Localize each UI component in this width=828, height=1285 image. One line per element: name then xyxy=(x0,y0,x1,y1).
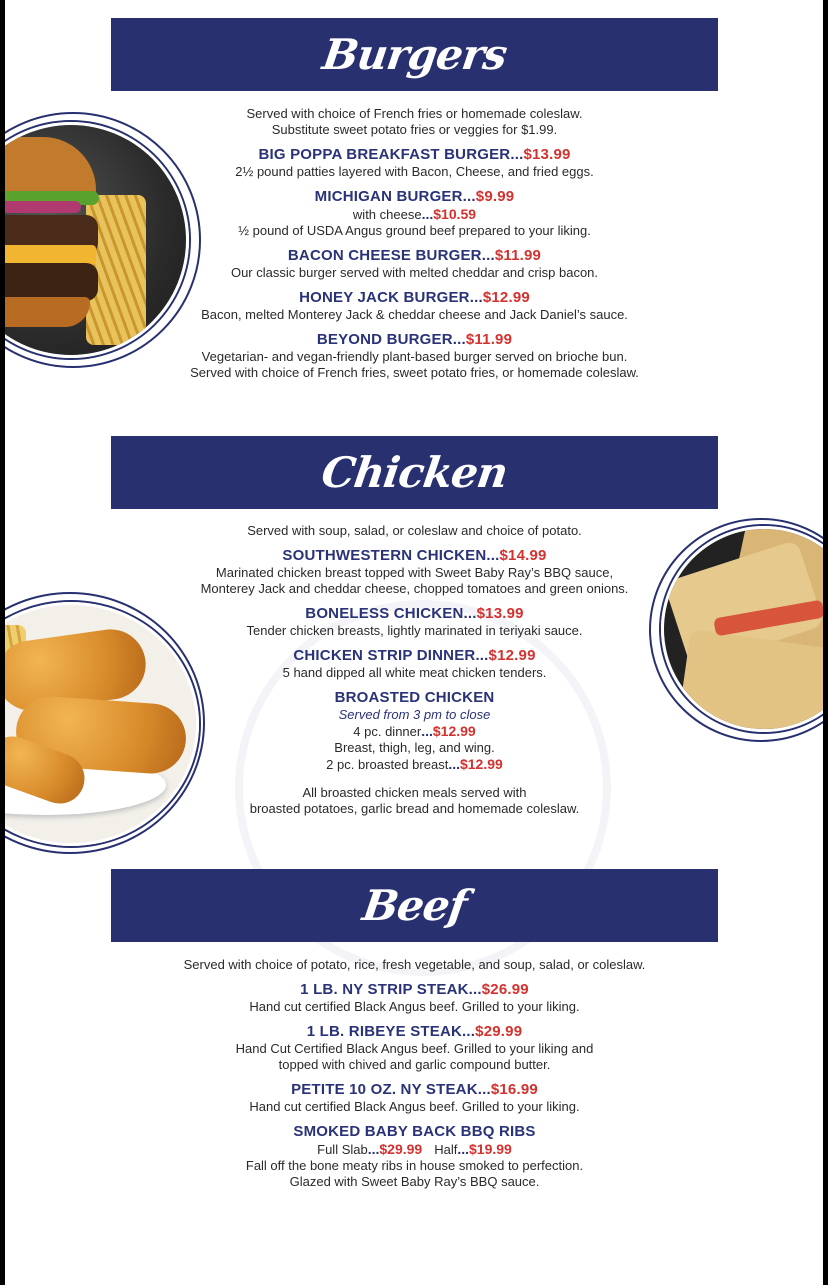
chicken-title: Chicken xyxy=(318,448,511,497)
item-note: Served from 3 pm to close xyxy=(338,707,491,722)
burgers-banner xyxy=(111,18,718,91)
item-name: CHICKEN STRIP DINNER xyxy=(293,647,476,664)
item-variant: 2 pc. broasted breast...$12.99 xyxy=(326,756,503,772)
item-desc: Breast, thigh, leg, and wing. xyxy=(334,740,495,755)
item-desc: ½ pound of USDA Angus ground beef prepared to your liking. xyxy=(238,223,591,238)
menu-item-petite-ny: PETITE 10 OZ. NY STEAK...$16.99 Hand cut certified Black Angus beef. Grilled to your liking. xyxy=(111,1081,718,1115)
item-price: $13.99 xyxy=(523,146,571,163)
chicken-section xyxy=(111,523,718,817)
item-desc: Glazed with Sweet Baby Ray’s BBQ sauce. xyxy=(289,1174,540,1189)
beef-title: Beef xyxy=(359,881,470,930)
menu-item-boneless: BONELESS CHICKEN...$13.99 Tender chicken breasts, lightly marinated in teriyaki sauce. xyxy=(111,605,718,639)
item-name: PETITE 10 OZ. NY STEAK xyxy=(291,1081,478,1098)
item-desc: Hand cut certified Black Angus beef. Grilled to your liking. xyxy=(249,999,580,1014)
menu-page xyxy=(5,0,823,1285)
item-desc: Our classic burger served with melted cheddar and crisp bacon. xyxy=(230,265,599,280)
burgers-intro: Served with choice of French fries or homemade coleslaw. Substitute sweet potato fries or veggies for $1.99. xyxy=(246,106,583,137)
item-price: $9.99 xyxy=(475,188,515,205)
item-price: $11.99 xyxy=(494,247,542,264)
item-price: $26.99 xyxy=(481,981,529,998)
beef-banner xyxy=(111,869,718,942)
item-name: BONELESS CHICKEN xyxy=(305,605,464,622)
menu-item-broasted xyxy=(111,689,718,773)
menu-item-strip-dinner: CHICKEN STRIP DINNER...$12.99 5 hand dipped all white meat chicken tenders. xyxy=(111,647,718,681)
item-price: $14.99 xyxy=(499,547,547,564)
item-desc: Marinated chicken breast topped with Sweet Baby Ray’s BBQ sauce, xyxy=(215,565,614,580)
menu-item-ny-strip: 1 LB. NY STRIP STEAK...$26.99 Hand cut certified Black Angus beef. Grilled to your liking. xyxy=(111,981,718,1015)
beef-section xyxy=(111,957,718,1190)
item-desc: Served with choice of French fries, sweet potato fries, or homemade coleslaw. xyxy=(190,365,639,380)
item-desc: Hand cut certified Black Angus beef. Grilled to your liking. xyxy=(249,1099,580,1114)
menu-item-honey-jack: HONEY JACK BURGER...$12.99 Bacon, melted Monterey Jack & cheddar cheese and Jack Daniel’s sauce. xyxy=(111,289,718,323)
menu-item-ribs xyxy=(111,1123,718,1190)
item-name: MICHIGAN BURGER xyxy=(314,188,463,205)
item-price: $29.99 xyxy=(475,1023,523,1040)
item-price: $12.99 xyxy=(488,647,536,664)
item-desc: Tender chicken breasts, lightly marinated in teriyaki sauce. xyxy=(246,623,583,638)
item-desc: Vegetarian- and vegan-friendly plant-based burger served on brioche bun. xyxy=(201,349,628,364)
item-desc: Bacon, melted Monterey Jack & cheddar cheese and Jack Daniel’s sauce. xyxy=(201,307,628,322)
item-desc: topped with chived and garlic compound butter. xyxy=(278,1057,551,1072)
menu-item-michigan: MICHIGAN BURGER...$9.99 with cheese...$10.59 ½ pound of USDA Angus ground beef prepared to your liking. xyxy=(111,188,718,239)
burgers-title: Burgers xyxy=(319,30,510,79)
item-desc: 5 hand dipped all white meat chicken tenders. xyxy=(282,665,547,680)
item-desc: Fall off the bone meaty ribs in house smoked to perfection. xyxy=(245,1158,584,1173)
item-variant: with cheese...$10.59 xyxy=(352,206,477,222)
item-desc: 2½ pound patties layered with Bacon, Cheese, and fried eggs. xyxy=(235,164,594,179)
item-name: SMOKED BABY BACK BBQ RIBS xyxy=(293,1123,536,1140)
item-name: BEYOND BURGER xyxy=(316,331,453,348)
item-price: $16.99 xyxy=(490,1081,538,1098)
chicken-footnote: All broasted chicken meals served with broasted potatoes, garlic bread and homemade coleslaw. xyxy=(249,785,580,816)
item-price: $12.99 xyxy=(482,289,530,306)
beef-intro: Served with choice of potato, rice, fresh vegetable, and soup, salad, or coleslaw. xyxy=(183,957,646,972)
item-desc: Monterey Jack and cheddar cheese, chopped tomatoes and green onions. xyxy=(200,581,629,596)
item-name: BIG POPPA BREAKFAST BURGER xyxy=(258,146,511,163)
item-name: BROASTED CHICKEN xyxy=(334,689,495,706)
item-variant: 4 pc. dinner...$12.99 xyxy=(353,723,476,739)
chicken-banner xyxy=(111,436,718,509)
menu-item-beyond: BEYOND BURGER...$11.99 Vegetarian- and vegan-friendly plant-based burger served on brioche bun. Served with choice of French fries, sweet potato fries, or homemade coleslaw. xyxy=(111,331,718,381)
item-name: SOUTHWESTERN CHICKEN xyxy=(282,547,487,564)
item-name: 1 LB. RIBEYE STEAK xyxy=(306,1023,463,1040)
menu-item-southwestern: SOUTHWESTERN CHICKEN...$14.99 Marinated chicken breast topped with Sweet Baby Ray’s BBQ sauce, Monterey Jack and cheddar cheese, chopped tomatoes and green onions. xyxy=(111,547,718,597)
item-name: BACON CHEESE BURGER xyxy=(287,247,482,264)
item-price: $11.99 xyxy=(465,331,513,348)
item-variant: Full Slab...$29.99 Half...$19.99 xyxy=(317,1141,512,1157)
burgers-section xyxy=(111,106,718,381)
item-name: HONEY JACK BURGER xyxy=(299,289,470,306)
menu-item-ribeye: 1 LB. RIBEYE STEAK...$29.99 Hand Cut Certified Black Angus beef. Grilled to your liking and topped with chived and garlic compound butter. xyxy=(111,1023,718,1073)
menu-item-bacon-cheese: BACON CHEESE BURGER...$11.99 Our classic burger served with melted cheddar and crisp bacon. xyxy=(111,247,718,281)
chicken-intro: Served with soup, salad, or coleslaw and choice of potato. xyxy=(247,523,582,538)
item-name: 1 LB. NY STRIP STEAK xyxy=(300,981,469,998)
item-price: $13.99 xyxy=(476,605,524,622)
item-desc: Hand Cut Certified Black Angus beef. Grilled to your liking and xyxy=(235,1041,594,1056)
menu-item-big-poppa: BIG POPPA BREAKFAST BURGER...$13.99 2½ pound patties layered with Bacon, Cheese, and fried eggs. xyxy=(111,146,718,180)
